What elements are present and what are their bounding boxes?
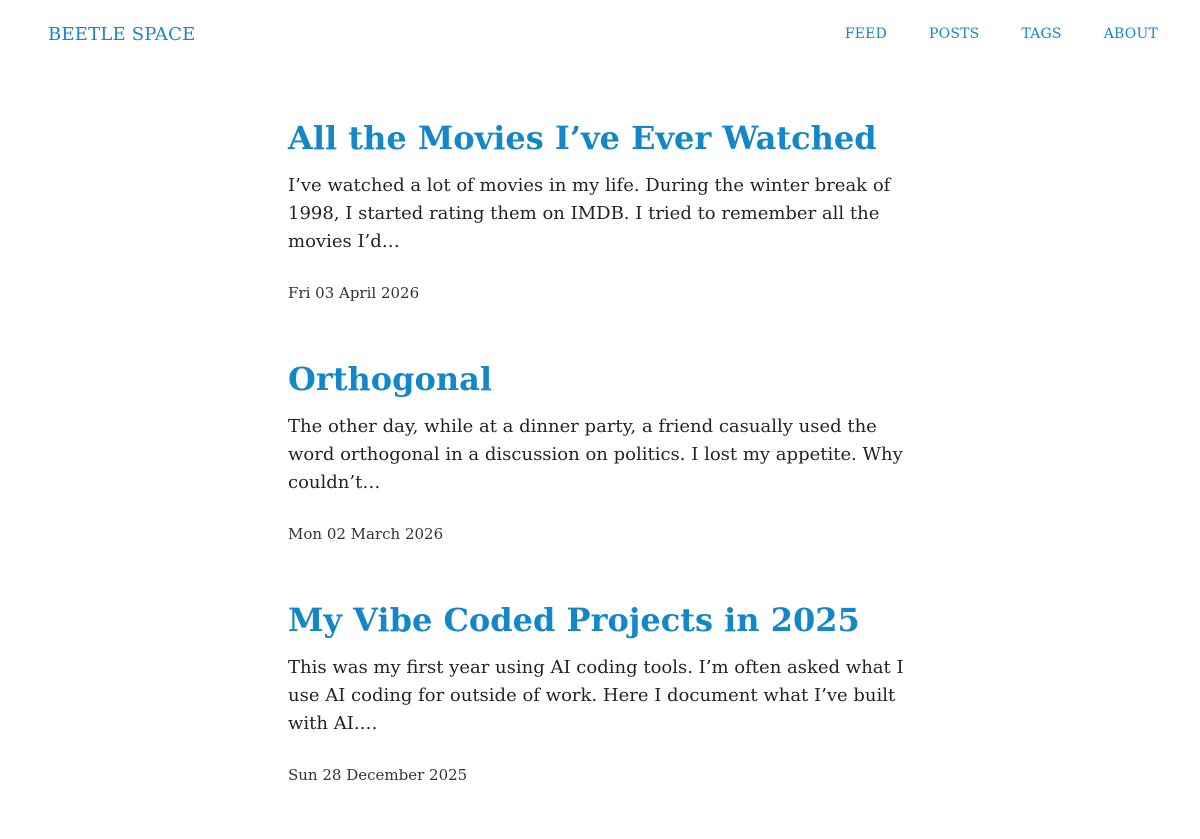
- site-header: [0, 0, 1200, 72]
- site-brand-link[interactable]: BEETLE SPACE: [48, 24, 196, 45]
- nav-tags-link[interactable]: TAGS: [1021, 26, 1062, 42]
- nav-feed-link[interactable]: FEED: [844, 26, 888, 42]
- primary-nav: [845, 26, 1158, 42]
- post-date: Mon 02 March 2026: [288, 525, 444, 543]
- post-excerpt: This was my first year using AI coding tools. I’m often asked what I use AI coding for outside of work. Here I document what I’ve built with AI.…: [288, 657, 904, 734]
- post-excerpt: The other day, while at a dinner party, a friend casually used the word orthogonal in a discussion on politics. I lost my appetite. Why couldn’t…: [288, 416, 903, 493]
- post-item: [288, 598, 920, 786]
- post-date: Fri 03 April 2026: [288, 284, 420, 302]
- post-title-link[interactable]: My Vibe Coded Projects in 2025: [288, 601, 860, 639]
- post-excerpt: I’ve watched a lot of movies in my life. During the winter break of 1998, I started rating them on IMDB. I tried to remember all the movies I’d…: [288, 175, 891, 252]
- post-title-link[interactable]: All the Movies I’ve Ever Watched: [288, 119, 877, 157]
- post-item: [288, 116, 920, 304]
- nav-about-link[interactable]: ABOUT: [1103, 26, 1158, 42]
- post-list: [288, 116, 920, 839]
- post-item: [288, 357, 920, 545]
- post-date: Sun 28 December 2025: [288, 766, 468, 784]
- nav-posts-link[interactable]: POSTS: [929, 26, 980, 42]
- post-title-link[interactable]: Orthogonal: [288, 360, 492, 398]
